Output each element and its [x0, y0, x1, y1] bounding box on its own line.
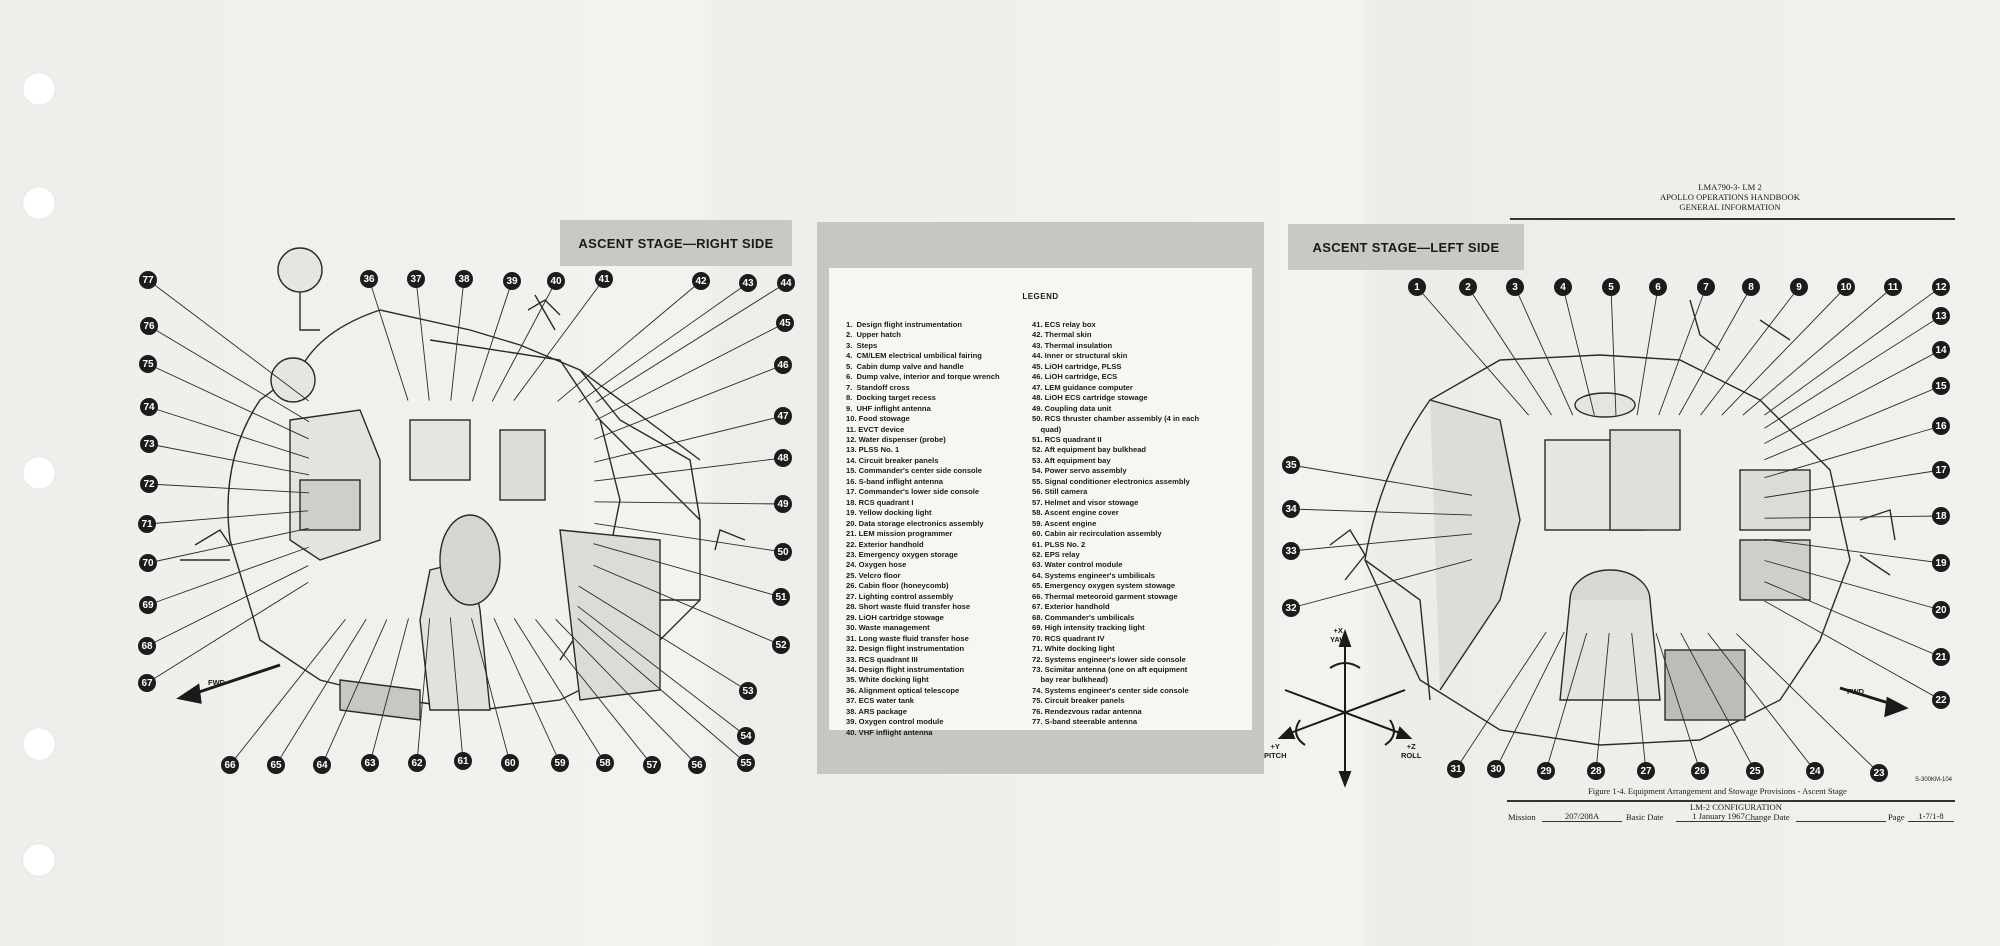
leader-line — [1764, 582, 1941, 657]
callout-number: 40 — [550, 276, 562, 287]
leader-line — [1637, 287, 1658, 415]
callout-number: 47 — [777, 411, 789, 422]
callout-number: 24 — [1809, 766, 1821, 777]
legend-item: 13. PLSS No. 1 — [846, 445, 900, 455]
leader-line — [596, 283, 786, 402]
basic-date-value: 1 January 1967 — [1676, 811, 1761, 822]
legend-item: 56. Still camera — [1032, 487, 1088, 497]
mission-label: Mission — [1508, 812, 1536, 822]
legend-item: 38. ARS package — [846, 706, 907, 716]
legend-item: 31. Long waste fluid transfer hose — [846, 633, 969, 643]
callout-number: 29 — [1540, 766, 1552, 777]
callout-number: 50 — [777, 547, 789, 558]
axis-symbol — [1280, 632, 1410, 785]
legend-item: 67. Exterior handhold — [1032, 602, 1110, 612]
legend-item: 65. Emergency oxygen system stowage — [1032, 581, 1176, 591]
leader-line — [148, 547, 309, 605]
legend-item: 26. Cabin floor (honeycomb) — [846, 581, 949, 591]
legend-item: 33. RCS quadrant III — [846, 654, 918, 664]
legend-item: 41. ECS relay box — [1032, 320, 1096, 329]
handbook-title: APOLLO OPERATIONS HANDBOOK — [1660, 192, 1800, 202]
callout-number: 64 — [316, 760, 328, 771]
leader-line — [1515, 287, 1573, 415]
leader-line — [1563, 287, 1594, 415]
leader-line — [492, 281, 556, 401]
leader-line — [416, 279, 429, 401]
callout-number: 3 — [1512, 282, 1518, 293]
legend-item: 23. Emergency oxygen storage — [846, 549, 958, 559]
callout-number: 35 — [1285, 460, 1297, 471]
legend-item: 5. Cabin dump valve and handle — [846, 361, 964, 371]
leader-line — [149, 407, 309, 458]
basic-date-label: Basic Date — [1626, 812, 1664, 822]
legend-item: 48. LiOH ECS cartridge stowage — [1032, 393, 1148, 403]
callout-number: 31 — [1450, 764, 1462, 775]
leader-line — [594, 416, 783, 462]
callout-number: 62 — [411, 758, 423, 769]
callout-number: 16 — [1935, 421, 1947, 432]
legend-item: 11. EVCT device — [846, 424, 905, 434]
legend-item: 62. EPS relay — [1032, 549, 1080, 559]
callout-number: 34 — [1285, 504, 1297, 515]
callout-number: 68 — [141, 641, 153, 652]
legend-item: 22. Exterior handhold — [846, 539, 924, 549]
callout-number: 27 — [1640, 766, 1652, 777]
callout-number: 18 — [1935, 511, 1947, 522]
callout-number: 38 — [458, 274, 470, 285]
callout-number: 1 — [1414, 282, 1420, 293]
legend-item: 3. Steps — [846, 340, 878, 350]
callout-number: 17 — [1935, 465, 1947, 476]
legend-item: 32. Design flight instrumentation — [846, 644, 965, 654]
callout-number: 5 — [1608, 282, 1614, 293]
legend-item: 57. Helmet and visor stowage — [1032, 497, 1139, 507]
leader-line — [149, 444, 309, 475]
legend-item: 70. RCS quadrant IV — [1032, 633, 1105, 643]
legend-item: 59. Ascent engine — [1032, 518, 1097, 528]
legend-item: 64. Systems engineer's umbilicals — [1032, 570, 1155, 580]
callout-number: 42 — [695, 276, 707, 287]
legend-item: 21. LEM mission programmer — [846, 529, 953, 539]
callout-number: 30 — [1490, 764, 1502, 775]
legend-column-1 — [846, 320, 1036, 738]
leader-line — [147, 566, 308, 646]
legend-item: 75. Circuit breaker panels — [1032, 696, 1125, 706]
legend-item: 74. Systems engineer's center side console — [1032, 685, 1189, 695]
callout-number: 21 — [1935, 652, 1947, 663]
leader-line — [369, 279, 408, 401]
callout-number: 63 — [364, 758, 376, 769]
leader-line — [230, 619, 346, 765]
legend-item: 51. RCS quadrant II — [1032, 434, 1102, 444]
leader-line — [1737, 634, 1879, 773]
legend-box — [829, 268, 1252, 737]
legend-item: 49. Coupling data unit — [1032, 403, 1112, 413]
legend-item: 27. Lighting control assembly — [846, 591, 954, 601]
legend-item: 60. Cabin air recirculation assembly — [1032, 529, 1162, 539]
callout-number: 8 — [1748, 282, 1754, 293]
leader-line — [148, 280, 309, 401]
legend-item: 47. LEM guidance computer — [1032, 382, 1133, 392]
legend-item: 46. LiOH cartridge, ECS — [1032, 372, 1118, 382]
leader-line — [595, 323, 785, 420]
callout-number: 76 — [143, 321, 155, 332]
legend-item: 44. Inner or structural skin — [1032, 351, 1128, 361]
legend-item: 8. Docking target recess — [846, 393, 936, 403]
roll-axis-label: +Z ROLL — [1401, 742, 1422, 760]
callout-number: 28 — [1590, 766, 1602, 777]
legend-item: 69. High intensity tracking light — [1032, 623, 1145, 633]
section-title: GENERAL INFORMATION — [1679, 202, 1781, 212]
legend-item: 55. Signal conditioner electronics assembly — [1032, 476, 1190, 486]
callout-number: 51 — [775, 592, 787, 603]
legend-item: 4. CM/LEM electrical umbilical fairing — [846, 351, 982, 361]
callout-number: 72 — [143, 479, 155, 490]
leader-line — [1764, 316, 1941, 428]
page-value: 1-7/1-8 — [1908, 811, 1954, 822]
legend-item: 53. Aft equipment bay — [1032, 455, 1111, 465]
callout-number: 69 — [142, 600, 154, 611]
callout-number: 46 — [777, 360, 789, 371]
legend-item: 14. Circuit breaker panels — [846, 455, 939, 465]
legend-item: 25. Velcro floor — [846, 570, 901, 580]
callout-number: 43 — [742, 278, 754, 289]
legend-item: 76. Rendezvous radar antenna — [1032, 706, 1142, 716]
leader-line — [1468, 287, 1552, 415]
leader-line — [579, 283, 748, 402]
legend-item: 10. Food stowage — [846, 414, 910, 424]
callout-number: 58 — [599, 758, 611, 769]
callout-number: 33 — [1285, 546, 1297, 557]
leader-line — [1659, 287, 1706, 415]
legend-item: 15. Commander's center side console — [846, 466, 983, 476]
legend-item: 6. Dump valve, interior and torque wrench — [846, 372, 1000, 382]
callout-number: 48 — [777, 453, 789, 464]
legend-item: 1. Design flight instrumentation — [846, 320, 963, 329]
legend-item: 54. Power servo assembly — [1032, 466, 1127, 476]
callout-number: 77 — [142, 275, 154, 286]
leader-line — [1743, 287, 1893, 415]
callout-number: 67 — [141, 678, 153, 689]
callout-number: 53 — [742, 686, 754, 697]
callout-number: 25 — [1749, 766, 1761, 777]
callout-number: 26 — [1694, 766, 1706, 777]
legend-item: 20. Data storage electronics assembly — [846, 518, 984, 528]
callout-number: 20 — [1935, 605, 1947, 616]
callout-number: 70 — [142, 558, 154, 569]
fwd-label-right: FWD — [208, 678, 226, 687]
legend-item: 72. Systems engineer's lower side console — [1032, 654, 1186, 664]
callout-number: 19 — [1935, 558, 1947, 569]
fwd-label-left: FWD — [1847, 687, 1865, 696]
callout-number: 60 — [504, 758, 516, 769]
legend-item: quad) — [1032, 424, 1062, 434]
legend-item: 24. Oxygen hose — [846, 560, 907, 570]
callout-number: 73 — [143, 439, 155, 450]
leader-line — [1496, 632, 1564, 769]
legend-item: 9. UHF inflight antenna — [846, 403, 931, 413]
legend-item: 63. Water control module — [1032, 560, 1123, 570]
callout-number: 13 — [1935, 311, 1947, 322]
leader-line — [1456, 632, 1546, 769]
legend-item: 37. ECS water tank — [846, 696, 914, 706]
leader-line — [594, 458, 783, 481]
legend-item: 58. Ascent engine cover — [1032, 508, 1119, 518]
legend-item: 50. RCS thruster chamber assembly (4 in each — [1032, 414, 1200, 424]
callout-number: 59 — [554, 758, 566, 769]
legend-item: 39. Oxygen control module — [846, 717, 944, 727]
callout-number: 49 — [777, 499, 789, 510]
legend-item: 77. S-band steerable antenna — [1032, 717, 1138, 727]
callout-number: 14 — [1935, 345, 1947, 356]
change-date-label: Change Date — [1745, 812, 1790, 822]
callout-number: 75 — [142, 359, 154, 370]
legend-item: 35. White docking light — [846, 675, 929, 685]
legend-item: 36. Alignment optical telescope — [846, 685, 960, 695]
callout-number: 6 — [1655, 282, 1661, 293]
legend-column-2 — [1032, 320, 1242, 728]
leader-line — [147, 582, 308, 683]
change-date-field — [1796, 811, 1886, 822]
legend-item: bay rear bulkhead) — [1032, 675, 1108, 685]
figure-caption: Figure 1-4. Equipment Arrangement and Stowage Provisions - Ascent Stage — [1588, 786, 1847, 796]
callout-number: 32 — [1285, 603, 1297, 614]
callout-number: 44 — [780, 278, 792, 289]
leader-line — [594, 502, 783, 504]
config-label: LM-2 CONFIGURATION — [1690, 802, 1782, 812]
legend-item: 66. Thermal meteoroid garment stowage — [1032, 591, 1178, 601]
legend-item: 12. Water dispenser (probe) — [846, 434, 946, 444]
callout-number: 37 — [410, 274, 422, 285]
callout-number: 56 — [691, 760, 703, 771]
leader-line — [557, 281, 701, 401]
right-side-title: ASCENT STAGE—RIGHT SIDE — [560, 220, 792, 266]
leader-line — [1764, 426, 1941, 478]
callout-number: 4 — [1560, 282, 1566, 293]
legend-item: 40. VHF inflight antenna — [846, 727, 933, 737]
callout-number: 66 — [224, 760, 236, 771]
leader-line — [451, 279, 464, 401]
legend-item: 71. White docking light — [1032, 644, 1115, 654]
callout-number: 9 — [1796, 282, 1802, 293]
legend-item: 18. RCS quadrant I — [846, 497, 914, 507]
callout-number: 7 — [1703, 282, 1709, 293]
legend-item: 17. Commander's lower side console — [846, 487, 980, 497]
figure-code: S-300KM-104 — [1915, 777, 1953, 783]
callout-number: 39 — [506, 276, 518, 287]
callout-number: 15 — [1935, 381, 1947, 392]
legend-item: 73. Scimitar antenna (one on aft equipment — [1032, 664, 1188, 674]
callout-number: 22 — [1935, 695, 1947, 706]
legend-item: 2. Upper hatch — [846, 330, 901, 340]
callout-number: 65 — [270, 760, 282, 771]
leader-line — [1764, 601, 1941, 700]
callout-number: 55 — [740, 758, 752, 769]
callout-number: 52 — [775, 640, 787, 651]
leader-line — [1764, 287, 1941, 415]
legend-item: 52. Aft equipment bay bulkhead — [1032, 445, 1147, 455]
callout-number: 12 — [1935, 282, 1947, 293]
callout-number: 11 — [1887, 282, 1899, 293]
legend-item: 29. LiOH cartridge stowage — [846, 612, 944, 622]
callout-number: 23 — [1873, 768, 1885, 779]
callout-number: 36 — [363, 274, 375, 285]
callout-number: 71 — [141, 519, 153, 530]
callout-number: 74 — [143, 402, 155, 413]
legend-item: 7. Standoff cross — [846, 382, 910, 392]
legend-item: 16. S-band inflight antenna — [846, 476, 944, 486]
callout-number: 45 — [779, 318, 791, 329]
page-label: Page — [1888, 812, 1905, 822]
callout-number: 10 — [1840, 282, 1852, 293]
yaw-axis-label: +X YAW — [1330, 626, 1347, 644]
callout-number: 2 — [1465, 282, 1471, 293]
leader-line — [148, 528, 309, 563]
mission-value: 207/208A — [1542, 811, 1622, 822]
legend-item: 34. Design flight instrumentation — [846, 664, 965, 674]
legend-title: LEGEND — [1022, 292, 1059, 301]
legend-item: 45. LiOH cartridge, PLSS — [1032, 361, 1122, 371]
leader-line — [1417, 287, 1529, 415]
legend-item: 30. Waste management — [846, 623, 930, 633]
callout-number: 57 — [646, 760, 658, 771]
legend-item: 28. Short waste fluid transfer hose — [846, 602, 971, 612]
left-side-title: ASCENT STAGE—LEFT SIDE — [1288, 224, 1524, 270]
pitch-axis-label: +Y PITCH — [1264, 742, 1287, 760]
doc-id: LMA790-3- LM 2 — [1698, 182, 1762, 192]
callout-number: 61 — [457, 756, 469, 767]
callout-number: 54 — [740, 731, 752, 742]
legend-item: 42. Thermal skin — [1032, 330, 1092, 340]
legend-item: 61. PLSS No. 2 — [1032, 539, 1086, 549]
legend-item: 19. Yellow docking light — [846, 508, 932, 518]
legend-item: 68. Commander's umbilicals — [1032, 612, 1135, 622]
callout-number: 41 — [598, 274, 610, 285]
legend-item: 43. Thermal insulation — [1032, 340, 1113, 350]
